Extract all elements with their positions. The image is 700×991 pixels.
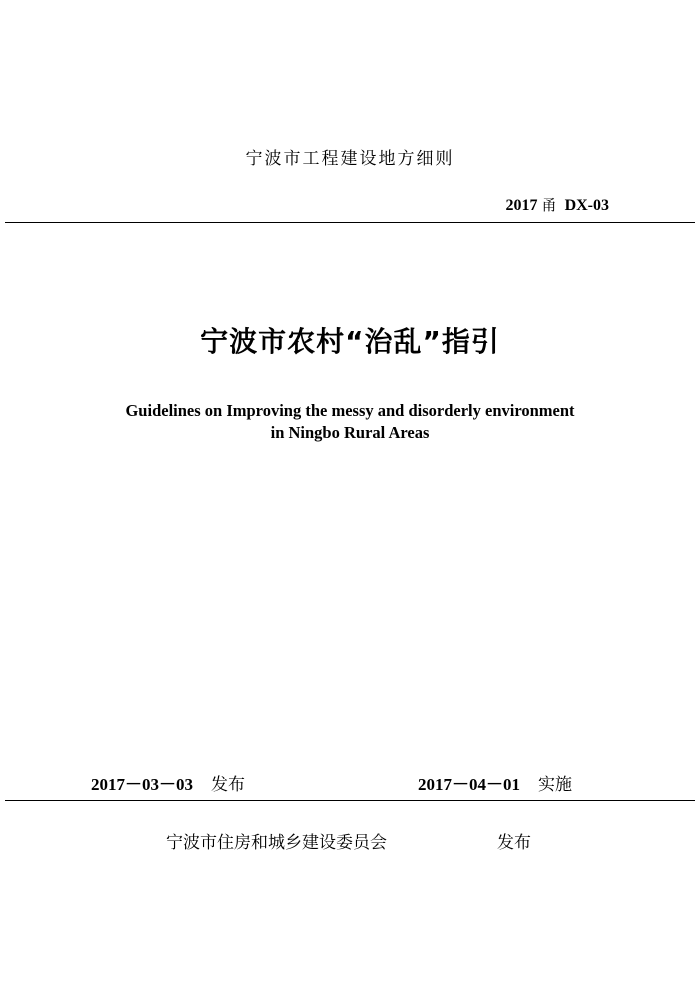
document-title-chinese: 宁波市农村“治乱”指引 bbox=[200, 325, 500, 358]
issuing-authority: 宁波市住房和城乡建设委员会 bbox=[166, 833, 387, 853]
english-title-line-2: in Ningbo Rural Areas bbox=[270, 423, 430, 442]
bottom-divider bbox=[5, 800, 695, 801]
issuing-action-label: 发布 bbox=[497, 833, 531, 853]
standard-code-year: 2017 bbox=[505, 197, 538, 214]
standard-series-title: 宁波市工程建设地方细则 bbox=[245, 149, 455, 169]
standard-code-number: DX-03 bbox=[564, 197, 609, 214]
top-divider bbox=[5, 222, 695, 223]
issue-date: 2017－03－03 bbox=[91, 775, 193, 794]
standard-code bbox=[506, 194, 609, 215]
english-title-line-1: Guidelines on Improving the messy and disorderly environment bbox=[125, 401, 575, 420]
document-title-english bbox=[0, 400, 700, 444]
issue-date-block bbox=[91, 770, 245, 795]
standard-code-region: 甬 bbox=[541, 196, 557, 214]
effective-date-block bbox=[418, 770, 572, 795]
effective-label: 实施 bbox=[538, 775, 572, 795]
issue-label: 发布 bbox=[211, 775, 245, 795]
effective-date: 2017－04－01 bbox=[418, 775, 520, 794]
